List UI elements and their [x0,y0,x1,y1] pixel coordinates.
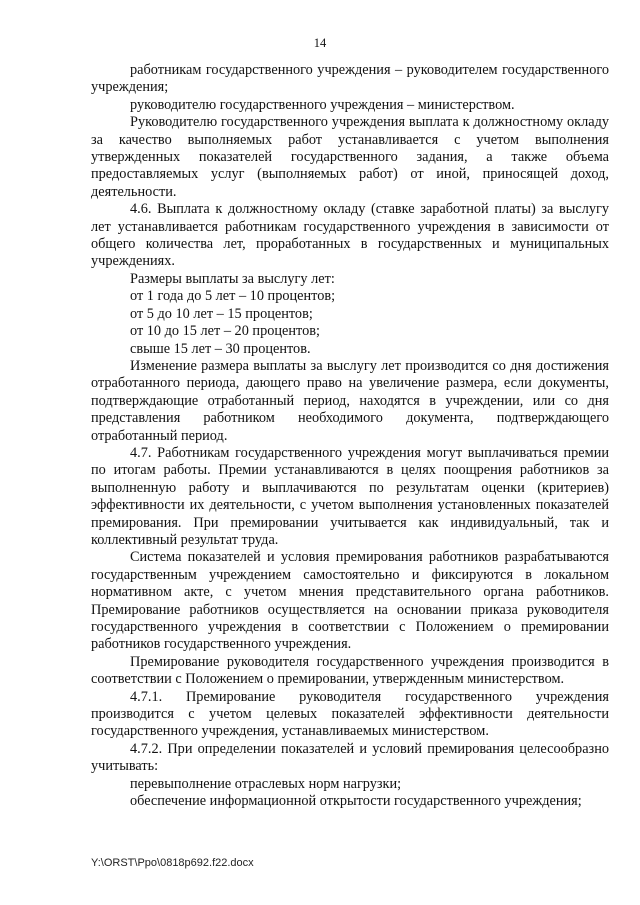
footer-file-path: Y:\ORST\Ppo\0818p692.f22.docx [91,857,254,869]
paragraph-seniority-change: Изменение размера выплаты за выслугу лет производится со дня достижения отработанного периода, дающего право на увеличение размера, если документы, подтверждающие отработанный период, находятся в учреждении, или со дня представления работником необходимого документа, подтверждающего отработанный период. [91,357,609,444]
seniority-item-2: от 5 до 10 лет – 15 процентов; [130,305,313,322]
document-body [91,62,609,810]
paragraph-2: руководителю государственного учреждения – министерством. [130,96,515,113]
paragraph-1: работникам государственного учреждения – руководителем государственного учреждения; [91,62,609,96]
criteria-item-1: перевыполнение отраслевых норм нагрузки; [130,775,402,792]
paragraph-4-7-1: 4.7.1. Премирование руководителя государственного учреждения производится с учетом целевых показателей эффективности деятельности государственного учреждения, устанавливаемых министерством. [91,688,609,740]
paragraph-4-6: 4.6. Выплата к должностному окладу (ставке заработной платы) за выслугу лет устанавливается работникам государственного учреждения в зависимости от общего количества лет, проработанных в государственных и муниципальных учреждениях. [91,201,609,270]
seniority-item-3: от 10 до 15 лет – 20 процентов; [130,323,320,340]
seniority-item-1: от 1 года до 5 лет – 10 процентов; [130,288,336,305]
seniority-item-4: свыше 15 лет – 30 процентов. [130,340,311,357]
paragraph-bonus-system: Система показателей и условия премирования работников разрабатываются государственным учреждением самостоятельно и фиксируются в локальном нормативном акте, с учетом мнения представительного органа работников. Премирование работников осуществляется на основании приказа руководителя государственного учреждения в соответствии с Положением о премировании работников государственного учреждения. [91,549,609,653]
seniority-sizes-heading: Размеры выплаты за выслугу лет: [130,270,335,287]
paragraph-4-7-2: 4.7.2. При определении показателей и условий премирования целесообразно учитывать: [91,740,609,775]
paragraph-director-bonus: Премирование руководителя государственного учреждения производится в соответствии с Положением о премировании, утвержденным министерством. [91,653,609,688]
page-number: 14 [313,36,327,50]
criteria-item-2: обеспечение информационной открытости государственного учреждения; [130,793,582,810]
paragraph-3: Руководителю государственного учреждения выплата к должностному окладу за качество выполняемых работ устанавливается с учетом выполнения утвержденных показателей государственного задания, а также объема предоставляемых услуг (выполняемых работ) от иной, приносящей доход, деятельности. [91,114,609,200]
paragraph-4-7: 4.7. Работникам государственного учреждения могут выплачиваться премии по итогам работы. Премии устанавливаются в целях поощрения работников за выполненную работу и выплачиваются по результатам оценки (критериев) эффективности их деятельности, с учетом выполнения установленных показателей премирования. При премировании учитывается как индивидуальный, так и коллективный результат труда. [91,444,609,548]
